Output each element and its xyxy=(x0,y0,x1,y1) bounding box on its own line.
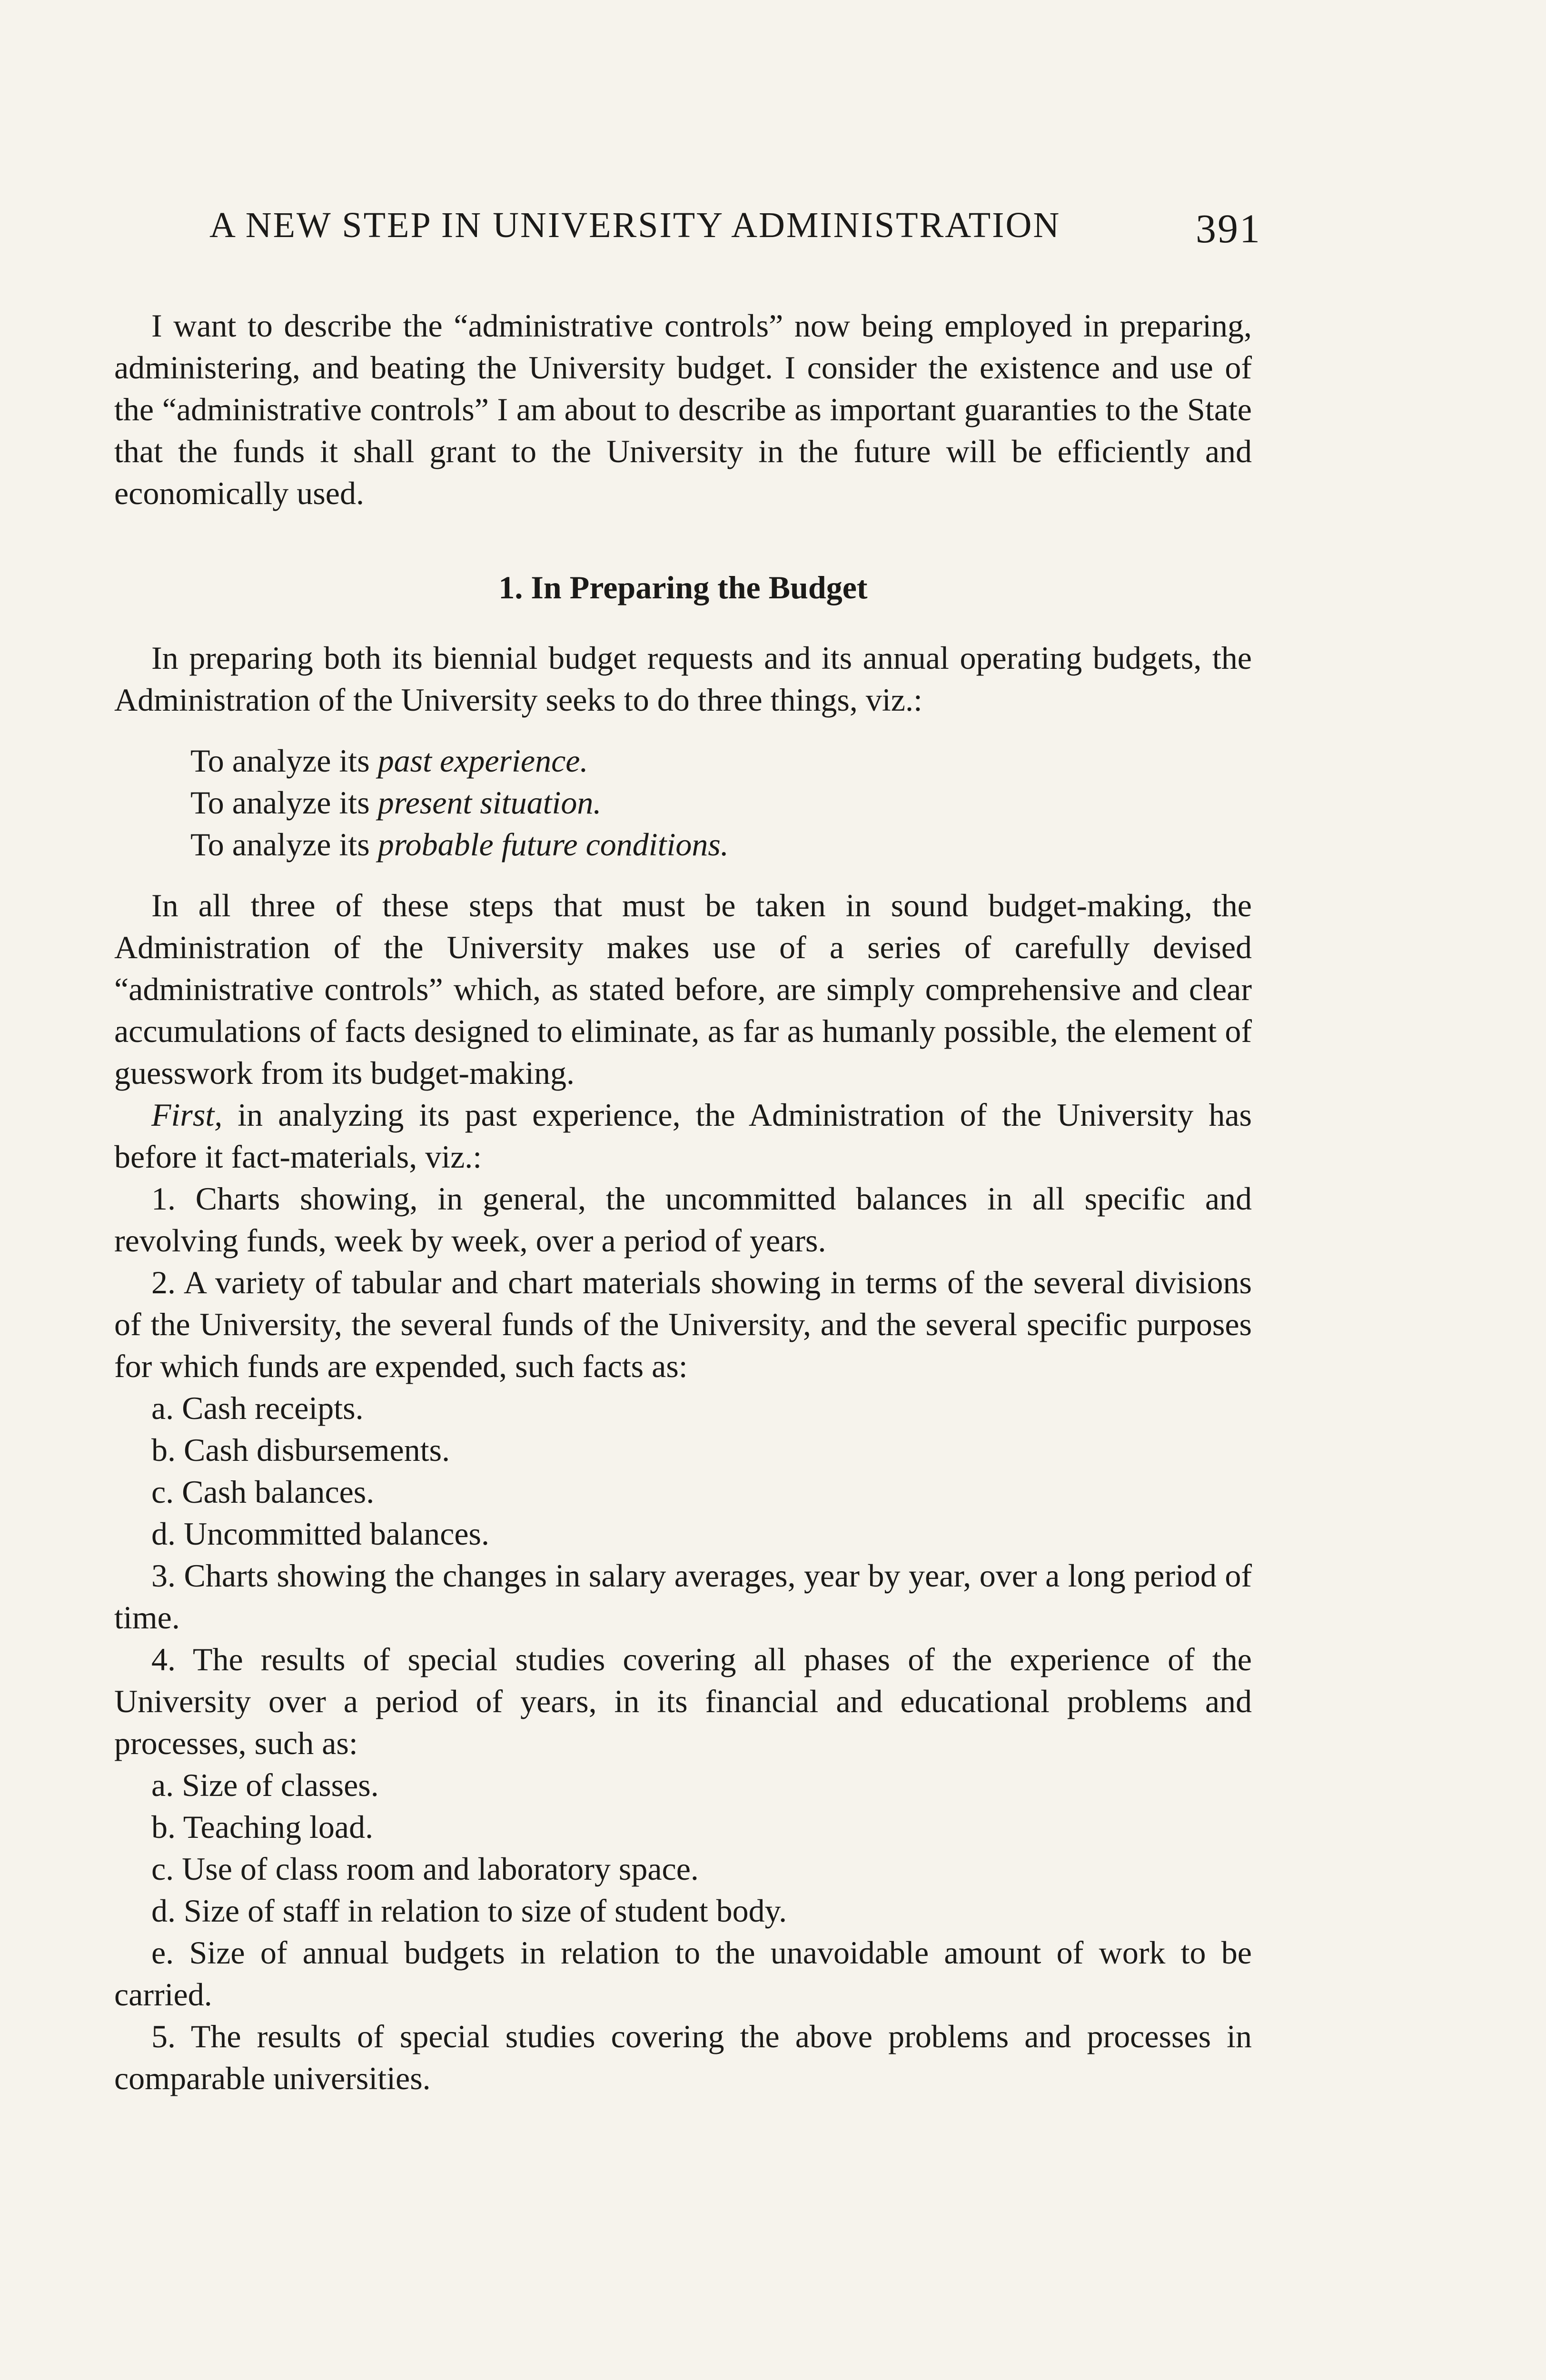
section-title: In Preparing the Budget xyxy=(531,569,868,605)
goal-emphasis: present situation. xyxy=(377,784,602,821)
list-item-2: 2. A variety of tabular and chart materials showing in terms of the several divisions of the University, the several funds of the University, and the several specific purposes for which funds are expended, such facts as: xyxy=(114,1264,1252,1384)
goal-prefix: To analyze its xyxy=(190,826,378,863)
paragraph-analyze: In preparing both its biennial budget requests and its annual operating budgets, the Administration of the University seeks to do three things, viz.: xyxy=(114,640,1252,718)
goal-emphasis: past experience. xyxy=(377,743,588,779)
goal-prefix: To analyze its xyxy=(190,784,378,821)
first-text: in analyzing its past experience, the Administration of the University has before it fact-materials, viz.: xyxy=(114,1097,1252,1175)
body-text xyxy=(114,305,1252,2099)
sub-item: b. Cash disbursements. xyxy=(151,1432,450,1468)
goal-item xyxy=(190,740,1252,782)
goal-item xyxy=(190,782,1252,823)
sub-item: a. Cash receipts. xyxy=(151,1390,364,1426)
sub-item: d. Size of staff in relation to size of student body. xyxy=(151,1893,787,1929)
goal-prefix: To analyze its xyxy=(190,743,378,779)
goals-list xyxy=(190,740,1252,865)
sub-item: c. Cash balances. xyxy=(151,1474,375,1510)
list-item-1: 1. Charts showing, in general, the uncommitted balances in all specific and revolving funds, week by week, over a period of years. xyxy=(114,1180,1252,1259)
list-item-3: 3. Charts showing the changes in salary averages, year by year, over a long period of time. xyxy=(114,1557,1252,1636)
first-lead: First, xyxy=(151,1097,223,1133)
list-item-4: 4. The results of special studies covering all phases of the experience of the University over a period of years, in its financial and educational problems and processes, such as: xyxy=(114,1641,1252,1761)
sub-item: b. Teaching load. xyxy=(151,1809,374,1845)
goal-item xyxy=(190,823,1252,865)
sub-item-e: e. Size of annual budgets in relation to the unavoidable amount of work to be carried. xyxy=(114,1934,1252,2013)
goal-emphasis: probable future conditions. xyxy=(377,826,729,863)
list-item-5: 5. The results of special studies covering the above problems and processes in comparable universities. xyxy=(114,2018,1252,2096)
sub-item: c. Use of class room and laboratory space. xyxy=(151,1851,699,1887)
paragraph-first xyxy=(114,1094,1252,1178)
paragraph-controls: In all three of these steps that must be taken in sound budget-making, the Administration of the University makes use of a series of carefully devised “administrative controls” which, as stated before, are simply comprehensive and clear accumulations of facts designed to eliminate, as far as humanly possible, the element of guesswork from its budget-making. xyxy=(114,887,1252,1091)
running-head-title: A NEW STEP IN UNIVERSITY ADMINISTRATION xyxy=(209,205,1061,245)
intro-paragraph: I want to describe the “administrative controls” now being employed in preparing, administering, and beating the University budget. I consider the existence and use of the “administrative controls” I am about to describe as important guaranties to the State that the funds it shall grant to the University in the future will be efficiently and economically used. xyxy=(114,307,1252,511)
sub-item: a. Size of classes. xyxy=(151,1767,379,1803)
section-heading xyxy=(114,566,1252,608)
section-number: 1. xyxy=(498,569,523,605)
page-number: 391 xyxy=(1196,206,1261,251)
sub-item: d. Uncommitted balances. xyxy=(151,1516,490,1552)
